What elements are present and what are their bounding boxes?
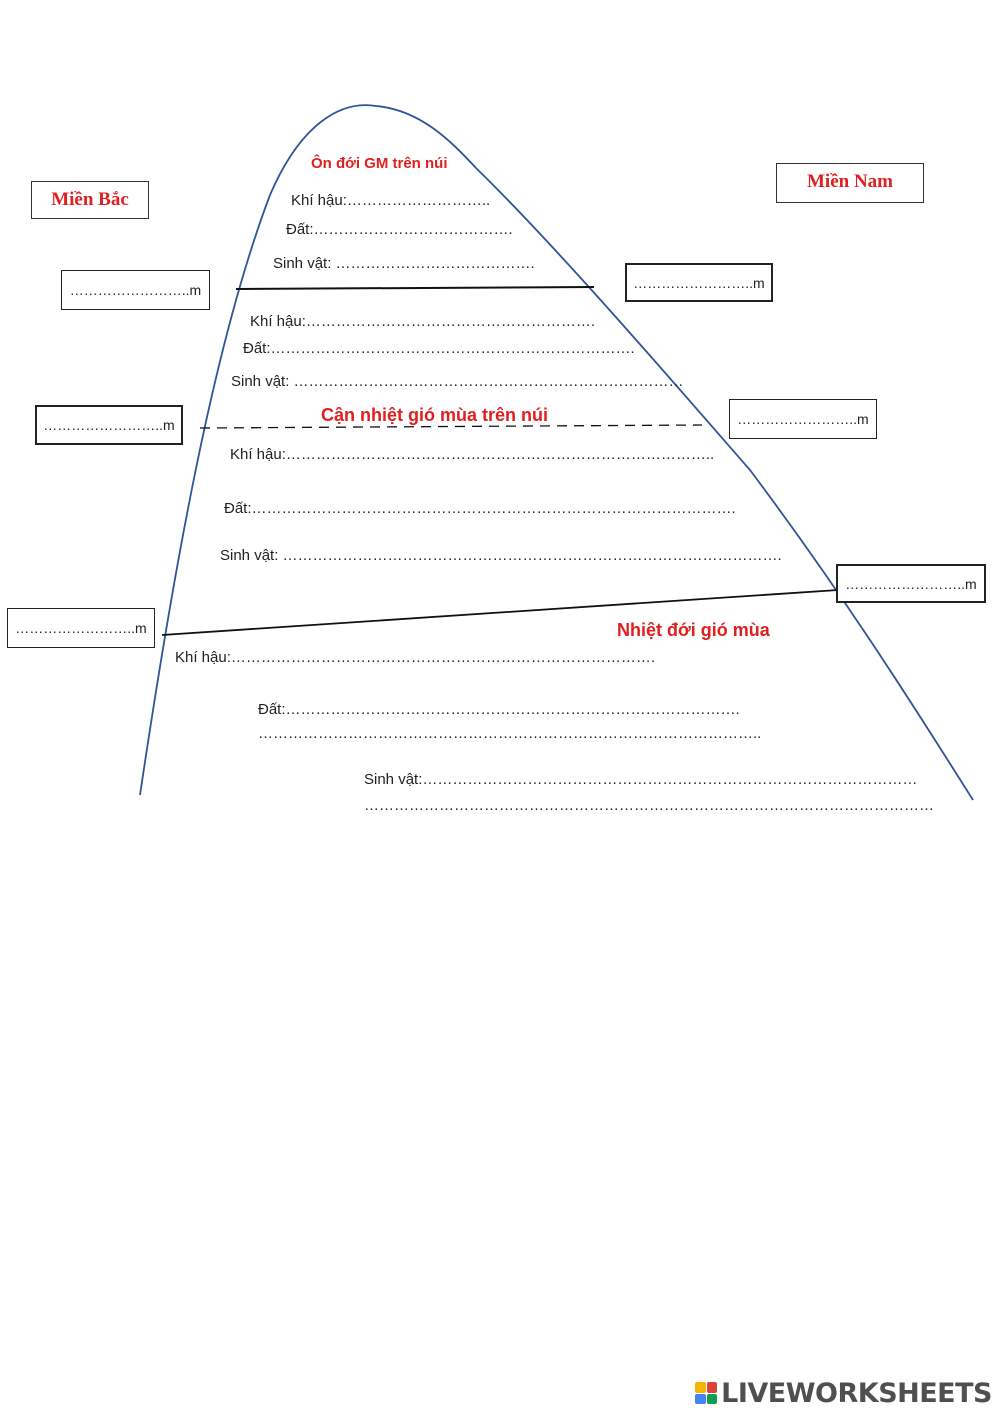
tropical-soil-field-continued[interactable]: ………………………………………………………………………………………..	[258, 725, 762, 742]
lower-subtropical-climate-field[interactable]: Khí hậu:…………………………………………………………………………..	[230, 446, 715, 463]
temperate-zone-title: Ôn đới GM trên núi	[311, 155, 448, 172]
temperate-soil-field[interactable]: Đất:………………………………….	[286, 221, 513, 238]
south-lower-altitude-input[interactable]: ……………………..m	[836, 564, 986, 603]
liveworksheets-brand	[695, 1375, 992, 1411]
upper-subtropical-soil-field[interactable]: Đất:……………………………………………………………….	[243, 340, 635, 357]
north-middle-altitude-input[interactable]: ……………………..m	[35, 405, 183, 445]
liveworksheets-wordmark: LIVEWORKSHEETS	[721, 1377, 992, 1409]
tropical-climate-field[interactable]: Khí hậu:………………………………………………………………………….	[175, 649, 656, 666]
tropical-biota-field[interactable]: Sinh vật:………………………………………………………………………………………	[364, 771, 918, 788]
upper-subtropical-biota-field[interactable]: Sinh vật: ……………………………………………………………………	[231, 373, 684, 390]
tropical-soil-field[interactable]: Đất:……………………………………………………………………………….	[258, 701, 740, 718]
tropical-zone-title: Nhiệt đới gió mùa	[617, 620, 770, 640]
south-middle-altitude-input[interactable]: ……………………..m	[729, 399, 877, 439]
upper-subtropical-climate-field[interactable]: Khí hậu:………………………………………………….	[250, 313, 596, 330]
tropical-biota-field-continued[interactable]: ……………………………………………………………………………………………………	[364, 797, 934, 814]
liveworksheets-logo-icon	[695, 1382, 717, 1404]
lower-subtropical-biota-field[interactable]: Sinh vật: ……………………………………………………………………………………….	[220, 547, 782, 564]
north-lower-altitude-input[interactable]: ……………………..m	[7, 608, 155, 648]
subtropical-zone-title: Cận nhiệt gió mùa trên núi	[321, 405, 549, 425]
boundary-upper-line	[236, 287, 594, 289]
south-upper-altitude-input[interactable]: ……………………..m	[625, 263, 773, 302]
temperate-climate-field[interactable]: Khí hậu:………………………..	[291, 192, 491, 209]
lower-subtropical-soil-field[interactable]: Đất:…………………………………………………………………………………….	[224, 500, 736, 517]
north-upper-altitude-input[interactable]: ……………………..m	[61, 270, 210, 310]
south-region-label: Miền Nam	[776, 163, 924, 203]
north-region-label: Miền Bắc	[31, 181, 149, 219]
temperate-biota-field[interactable]: Sinh vật: ………………………………….	[273, 255, 535, 272]
